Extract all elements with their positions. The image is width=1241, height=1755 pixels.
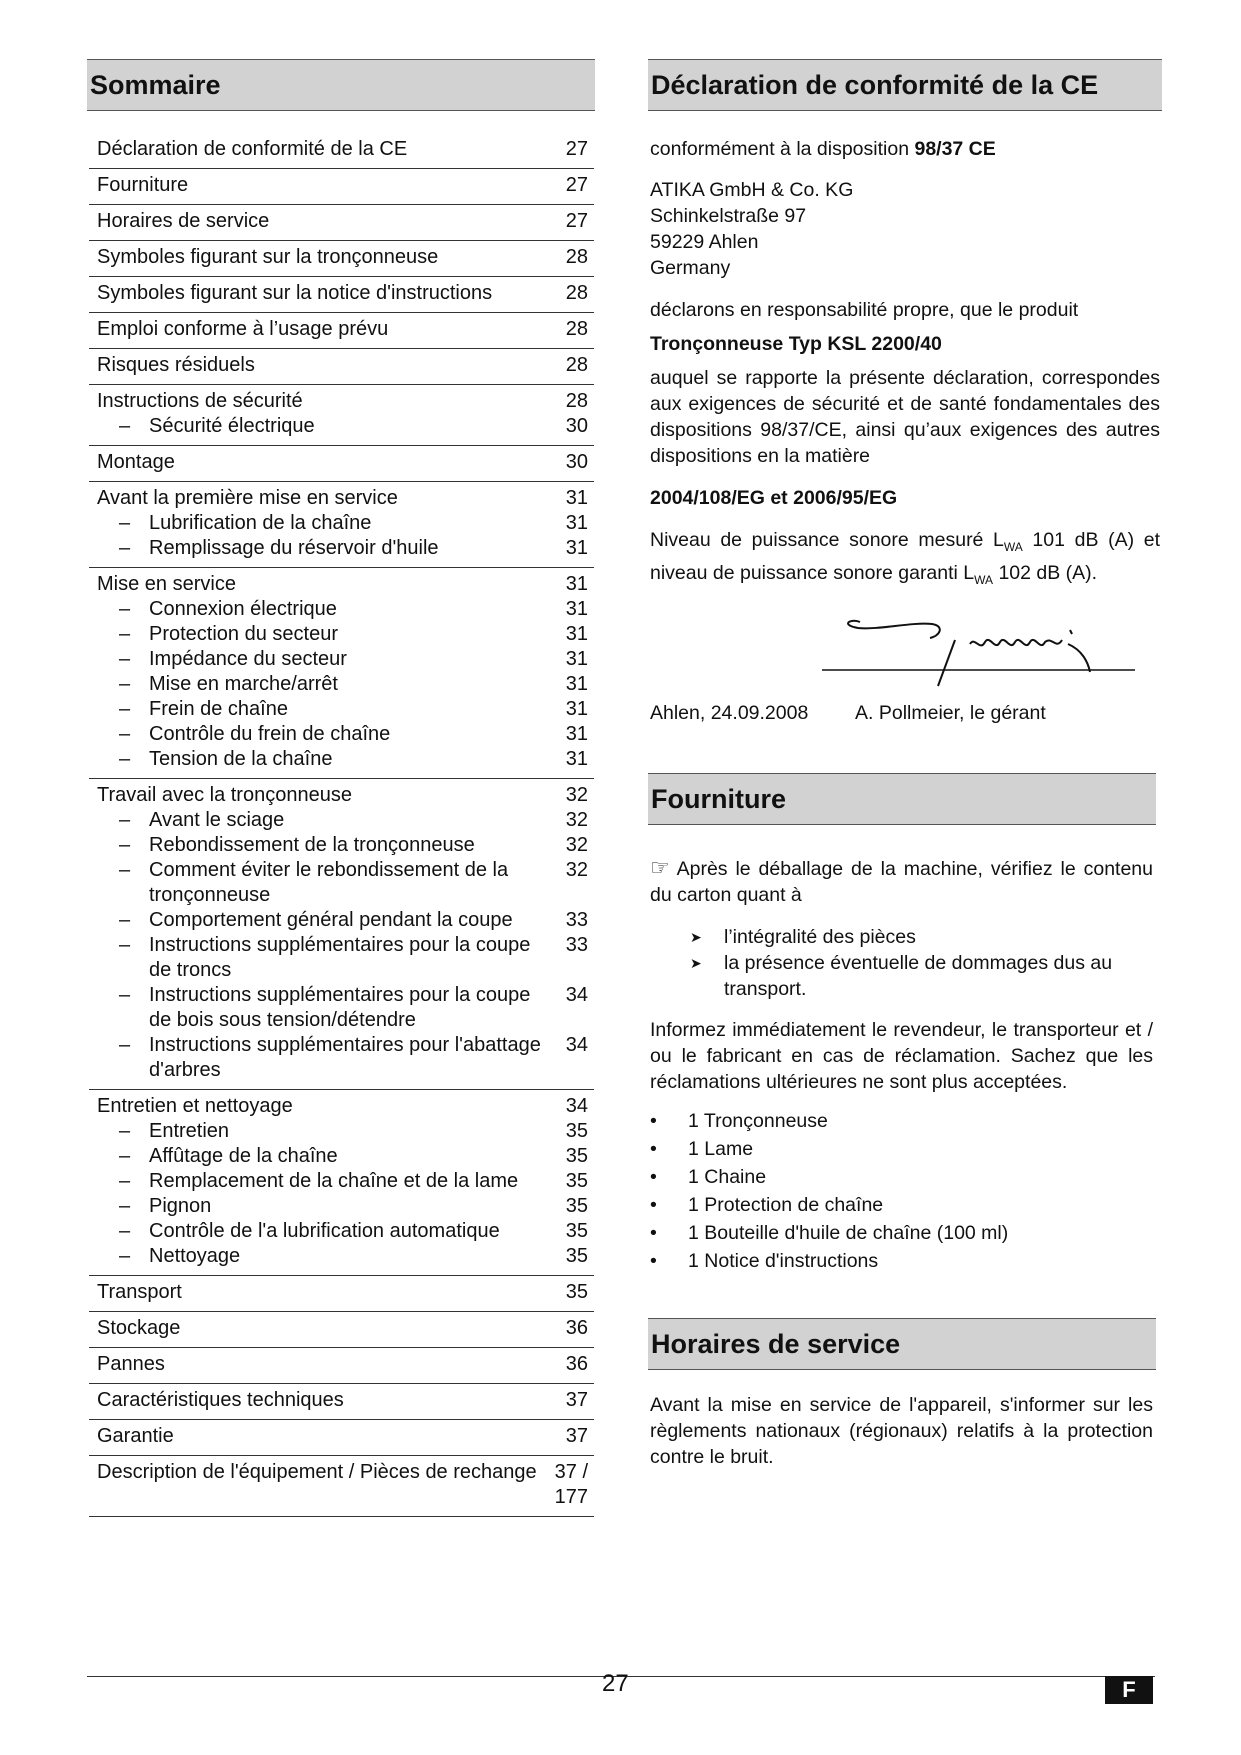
toc-subentry [97,622,594,647]
toc-section [89,1090,594,1276]
toc-subentry [97,697,594,722]
toc-section [89,137,594,169]
list-item: • 1 Protection de chaîne [650,1194,884,1216]
toc-section [89,779,594,1090]
toc-entry [97,1388,594,1413]
toc-entry-page: 34 [565,984,588,1006]
toc-entry-page: 27 [565,174,588,196]
toc-entry-page: 28 [565,282,588,304]
toc-entry [97,1316,594,1341]
toc-entry-title: – Entretien [97,1119,548,1144]
toc-entry-page: 31 [565,673,588,695]
fourniture-checks [690,924,1160,1002]
signatory: A. Pollmeier, le gérant [855,702,1046,724]
toc-subentry [97,1169,594,1194]
toc-entry-page: 37 [565,1425,588,1447]
table-of-contents [89,137,594,1517]
toc-entry-page: 32 [565,834,588,856]
toc-subentry [97,672,594,697]
page-number: 27 [602,1670,629,1697]
toc-entry-title: – Nettoyage [97,1244,548,1269]
declaration-noise: Niveau de puissance sonore mesuré $L_{WA}$ 101 dB (A) et niveau de puissance sonore garanti $L_{WA}$ 102 dB (A). [650,529,1160,587]
toc-section [89,241,594,277]
list-item: • 1 Chaine [650,1166,767,1188]
toc-entry-title: – Remplissage du réservoir d'huile [97,536,548,561]
toc-subentry [97,908,594,933]
toc-entry-page: 30 [565,451,588,473]
toc-section [89,277,594,313]
toc-entry-page: 28 [565,390,588,412]
toc-entry-title: Entretien et nettoyage [97,1095,293,1117]
declaration-intro: conformément à la disposition 98/37 CE [650,138,996,160]
toc-entry [97,353,594,378]
toc-entry-title: – Lubrification de la chaîne [97,511,548,536]
toc-entry-page: 34 [565,1095,588,1117]
list-item: • 1 Bouteille d'huile de chaîne (100 ml) [650,1222,1009,1244]
fourniture-items [650,1107,1160,1275]
toc-entry [97,209,594,234]
toc-subentry [97,808,594,833]
toc-entry-page: 31 [565,537,588,559]
toc-subentry [97,647,594,672]
list-item: • 1 Lame [650,1138,754,1160]
toc-entry-title: Instructions de sécurité [97,390,303,412]
toc-entry [97,572,594,597]
toc-entry-title: – Instructions supplémentaires pour l'abattage d'arbres [97,1033,548,1083]
toc-entry-page: 31 [565,623,588,645]
toc-entry-title: – Instructions supplémentaires pour la coupe de troncs [97,933,548,983]
company-country: Germany [650,257,731,279]
fourniture-note: ☞ Après le déballage de la machine, vérifiez le contenu du carton quant à [650,855,1154,906]
toc-section [89,1312,594,1348]
toc-entry-page: 31 [565,512,588,534]
company-name: ATIKA GmbH & Co. KG [650,179,854,201]
toc-entry-page: 34 [565,1034,588,1056]
toc-entry-title: Déclaration de conformité de la CE [97,138,408,160]
toc-entry-page: 37 / 177 [554,1461,588,1508]
toc-entry-title: Description de l'équipement / Pièces de rechange [97,1461,537,1483]
toc-entry-title: Risques résiduels [97,354,255,376]
toc-entry-page: 35 [565,1145,588,1167]
horaires-text: Avant la mise en service de l'appareil, s'informer sur les règlements nationaux (régionaux) relatifs à la protection contre le bruit. [650,1394,1153,1468]
signature-image [820,600,1145,705]
toc-subentry [97,597,594,622]
toc-entry-title: Garantie [97,1425,174,1447]
toc-section [89,1276,594,1312]
toc-section [89,313,594,349]
toc-entry [97,1424,594,1449]
toc-subentry [97,747,594,772]
toc-entry-title: – Rebondissement de la tronçonneuse [97,833,548,858]
toc-entry-page: 32 [565,859,588,881]
toc-entry-title: Caractéristiques techniques [97,1389,344,1411]
toc-entry-title: – Contrôle de l'a lubrification automatique [97,1219,548,1244]
toc-subentry [97,536,594,561]
toc-subentry [97,933,594,983]
toc-entry-page: 31 [565,487,588,509]
toc-entry-page: 35 [565,1170,588,1192]
toc-entry-title: – Tension de la chaîne [97,747,548,772]
toc-entry-page: 36 [565,1317,588,1339]
declaration-heading: Déclaration de conformité de la CE [648,59,1162,111]
toc-entry-title: – Connexion électrique [97,597,548,622]
toc-entry [97,389,594,414]
toc-entry-page: 27 [565,210,588,232]
toc-entry [97,137,594,162]
arrow-icon: ➤ [690,955,702,971]
toc-entry-title: Stockage [97,1317,181,1339]
declaration-address [650,177,1160,281]
toc-entry-page: 32 [565,784,588,806]
toc-entry-page: 32 [565,809,588,831]
toc-entry-title: – Impédance du secteur [97,647,548,672]
toc-section [89,568,594,779]
toc-heading: Sommaire [87,59,595,111]
toc-section [89,482,594,568]
toc-subentry [97,722,594,747]
declaration-product: Tronçonneuse Typ KSL 2200/40 [650,333,942,355]
toc-entry-title: – Sécurité électrique [97,414,548,439]
toc-entry-page: 28 [565,318,588,340]
list-item: • 1 Notice d'instructions [650,1250,879,1272]
declaration-declare: déclarons en responsabilité propre, que le produit [650,299,1079,321]
toc-entry-page: 37 [565,1389,588,1411]
toc-entry-title: Emploi conforme à l’usage prévu [97,318,389,340]
toc-subentry [97,1244,594,1269]
toc-subentry [97,511,594,536]
toc-entry-page: 31 [565,573,588,595]
check-item: ➤ l’intégralité des pièces [690,926,916,948]
toc-entry-page: 33 [565,934,588,956]
declaration-directives: 2004/108/EG et 2006/95/EG [650,487,898,509]
toc-subentry [97,1194,594,1219]
toc-entry-title: Pannes [97,1353,165,1375]
toc-entry-page: 28 [565,246,588,268]
toc-entry [97,486,594,511]
toc-subentry [97,983,594,1033]
fourniture-heading: Fourniture [648,773,1156,825]
toc-entry [97,245,594,270]
toc-entry-title: – Comportement général pendant la coupe [97,908,548,933]
declaration-body: auquel se rapporte la présente déclaration, correspondes aux exigences de sécurité et de santé fondamentales des dispositions 98/37/CE, ainsi qu’aux exigences des autres dispositions en la matière [650,367,1160,467]
toc-subentry [97,414,594,439]
toc-entry-title: – Protection du secteur [97,622,548,647]
toc-section [89,1420,594,1456]
toc-entry [97,1094,594,1119]
toc-section [89,349,594,385]
toc-subentry [97,1033,594,1083]
language-badge: F [1105,1676,1153,1704]
toc-entry-page: 36 [565,1353,588,1375]
toc-entry [97,1352,594,1377]
toc-entry-title: – Avant le sciage [97,808,548,833]
toc-entry-page: 35 [565,1245,588,1267]
toc-entry-title: Avant la première mise en service [97,487,398,509]
toc-entry [97,173,594,198]
toc-entry-page: 35 [565,1281,588,1303]
toc-entry-page: 35 [565,1220,588,1242]
horaires-heading: Horaires de service [648,1318,1156,1370]
toc-section [89,385,594,446]
toc-subentry [97,1219,594,1244]
toc-entry-title: – Frein de chaîne [97,697,548,722]
toc-entry-title: Fourniture [97,174,189,196]
list-item: • 1 Tronçonneuse [650,1110,828,1132]
check-item: ➤ la présence éventuelle de dommages dus au transport. [690,952,1113,1000]
toc-entry-title: – Affûtage de la chaîne [97,1144,548,1169]
toc-section [89,169,594,205]
fourniture-info: Informez immédiatement le revendeur, le transporteur et / ou le fabricant en cas de réclamation. Sachez que les réclamations ultérieures ne sont plus acceptées. [650,1019,1153,1093]
toc-section [89,1348,594,1384]
toc-entry-page: 35 [565,1195,588,1217]
toc-entry-title: Horaires de service [97,210,270,232]
toc-entry-page: 30 [565,415,588,437]
toc-entry-title: Travail avec la tronçonneuse [97,784,352,806]
company-street: Schinkelstraße 97 [650,205,807,227]
pointing-hand-icon: ☞ [650,855,670,880]
toc-entry-page: 31 [565,648,588,670]
toc-subentry [97,833,594,858]
toc-entry-title: – Contrôle du frein de chaîne [97,722,548,747]
toc-entry-page: 31 [565,748,588,770]
toc-entry-page: 33 [565,909,588,931]
toc-entry [97,1460,594,1510]
toc-entry-page: 27 [565,138,588,160]
toc-entry [97,281,594,306]
toc-entry-page: 31 [565,598,588,620]
toc-subentry [97,858,594,908]
toc-entry-title: Mise en service [97,573,236,595]
toc-entry-title: – Pignon [97,1194,548,1219]
company-city: 59229 Ahlen [650,231,759,253]
toc-entry-title: Montage [97,451,175,473]
toc-entry-title: Symboles figurant sur la tronçonneuse [97,246,439,268]
toc-entry [97,317,594,342]
toc-section [89,446,594,482]
toc-entry-title: Symboles figurant sur la notice d'instructions [97,282,493,304]
toc-subentry [97,1119,594,1144]
toc-entry-title: – Comment éviter le rebondissement de la tronçonneuse [97,858,548,908]
toc-section [89,1456,594,1517]
toc-entry-page: 31 [565,723,588,745]
toc-entry-title: Transport [97,1281,182,1303]
toc-entry [97,450,594,475]
toc-entry [97,783,594,808]
toc-subentry [97,1144,594,1169]
toc-entry-page: 28 [565,354,588,376]
toc-entry [97,1280,594,1305]
arrow-icon: ➤ [690,929,702,945]
toc-section [89,1384,594,1420]
toc-entry-title: – Instructions supplémentaires pour la coupe de bois sous tension/détendre [97,983,548,1033]
toc-entry-title: – Mise en marche/arrêt [97,672,548,697]
toc-entry-page: 35 [565,1120,588,1142]
toc-entry-page: 31 [565,698,588,720]
place-date: Ahlen, 24.09.2008 [650,702,809,724]
toc-section [89,205,594,241]
toc-entry-title: – Remplacement de la chaîne et de la lame [97,1169,548,1194]
